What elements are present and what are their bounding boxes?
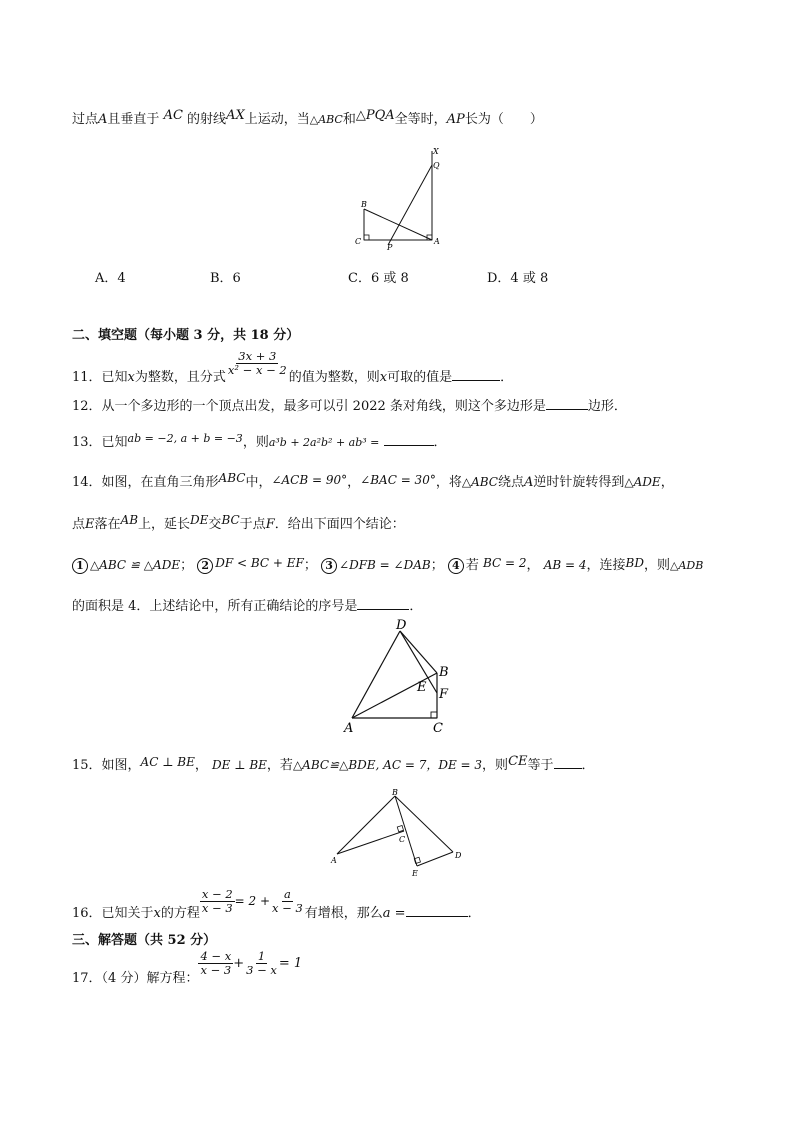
q10-figure (350, 145, 450, 255)
right-angle-c (364, 235, 369, 240)
option-b[interactable]: B．6 (210, 271, 241, 286)
label-a: A (331, 856, 337, 865)
conclusion-1-marker: 1 (72, 558, 88, 574)
label-f: F (439, 687, 449, 702)
section-3-title: 三、解答题（共 52 分） (72, 933, 217, 948)
q13-answer-blank[interactable] (384, 433, 434, 446)
segment-ab (337, 796, 395, 854)
q14-line4: 的面积是 4．上述结论中，所有正确结论的序号是 ． (72, 599, 423, 614)
q12-answer-blank[interactable] (546, 397, 588, 410)
q11-answer-blank[interactable] (452, 368, 500, 381)
q10-stem: 过点A且垂直于 AC 的射线AX上运动，当△ABC和△PQA全等时，AP长为（ ） (72, 108, 543, 127)
q13: 13．已知$^{ab = -2, a + b = -3}$，则a³b + 2a²b² + ab³ = ． (72, 432, 447, 450)
label-a: A (344, 721, 354, 736)
label-b: B (361, 200, 367, 209)
q11: 11．已知x为整数，且分式 $\frac{3x + 3}{\text{x² − x − 2}}$ 的值为整数，则x可取的值是 ． (72, 349, 514, 385)
q14-answer-blank[interactable] (357, 597, 409, 610)
q14-figure (340, 618, 460, 738)
label-b: B (439, 665, 449, 680)
conclusion-3-marker: 3 (321, 558, 337, 574)
option-a[interactable]: A．4 (95, 271, 126, 286)
q17: 17．（4 分）解方程： $\frac{4 - x}{x - 3}$ + $\frac{1}{3 - x}$ = 1 (72, 949, 303, 987)
q17-fraction-2: $\frac{1}{3 - x}$ (246, 949, 277, 978)
label-c: C (355, 237, 362, 246)
q14-line2: 点E落在AB上，延长DE交BC于点F．给出下面四个结论： (72, 513, 405, 532)
q17-fraction-1: $\frac{4 - x}{x - 3}$ (200, 949, 232, 978)
label-d: D (455, 851, 462, 860)
segment-ba (364, 209, 432, 240)
label-a: A (434, 237, 440, 246)
q15-figure (325, 786, 475, 882)
label-e: E (412, 869, 418, 878)
label-c: C (399, 835, 406, 844)
q12: 12．从一个多边形的一个顶点出发，最多可以引 2022 条对角线，则这个多边形是 边形． (72, 399, 627, 414)
q16: 16．已知关于x的方程 $\frac{x - 2}{x - 3}$ = 2 + $\frac{a}{x - 3}$ 有增根，那么a = ． (72, 887, 481, 922)
label-x: X (433, 147, 439, 156)
label-q: Q (433, 161, 440, 170)
q16-right-fraction: $\frac{a}{x - 3}$ (272, 887, 303, 916)
label-e: E (417, 680, 427, 695)
section-2-title: 二、填空题（每小题 3 分，共 18 分） (72, 328, 300, 343)
right-angle-c (397, 826, 403, 832)
label-c: C (433, 721, 443, 736)
right-angle-c (431, 712, 437, 718)
q15-answer-blank[interactable] (554, 756, 582, 769)
label-p: P (387, 243, 393, 252)
q11-fraction: $\frac{3x + 3}{\text{x² − x − 2}}$ (227, 349, 287, 378)
option-d[interactable]: D．4 或 8 (487, 271, 549, 286)
conclusion-2-marker: 2 (197, 558, 213, 574)
segment-ac (337, 831, 404, 854)
q14-line1: 14．如图，在直角三角形ABC中，∠ACB = 90°，∠BAC = 30°，将△ABC绕点A逆时针旋转得到△ADE， (72, 471, 674, 490)
q14-line3: 1 △ABC ≌ △ADE； 2 DF < BC + EF； 3 ∠DFB = ∠DAB； 4 若 BC = 2， AB = 4，连接BD，则△ADB (72, 558, 703, 574)
q16-answer-blank[interactable] (406, 904, 468, 917)
segment-ed (417, 852, 453, 866)
segment-pq (388, 165, 432, 245)
label-b: B (392, 788, 398, 797)
label-d: D (396, 618, 407, 633)
q15: 15．如图，AC ⊥ BE， DE ⊥ BE，若△ABC≌△BDE, AC = 7，DE = 3，则CE等于 ． (72, 754, 595, 773)
q16-left-fraction: $\frac{x - 2}{x - 3}$ (201, 887, 233, 916)
segment-db (400, 631, 437, 673)
option-c[interactable]: C．6 或 8 (348, 271, 409, 286)
conclusion-4-marker: 4 (448, 558, 464, 574)
